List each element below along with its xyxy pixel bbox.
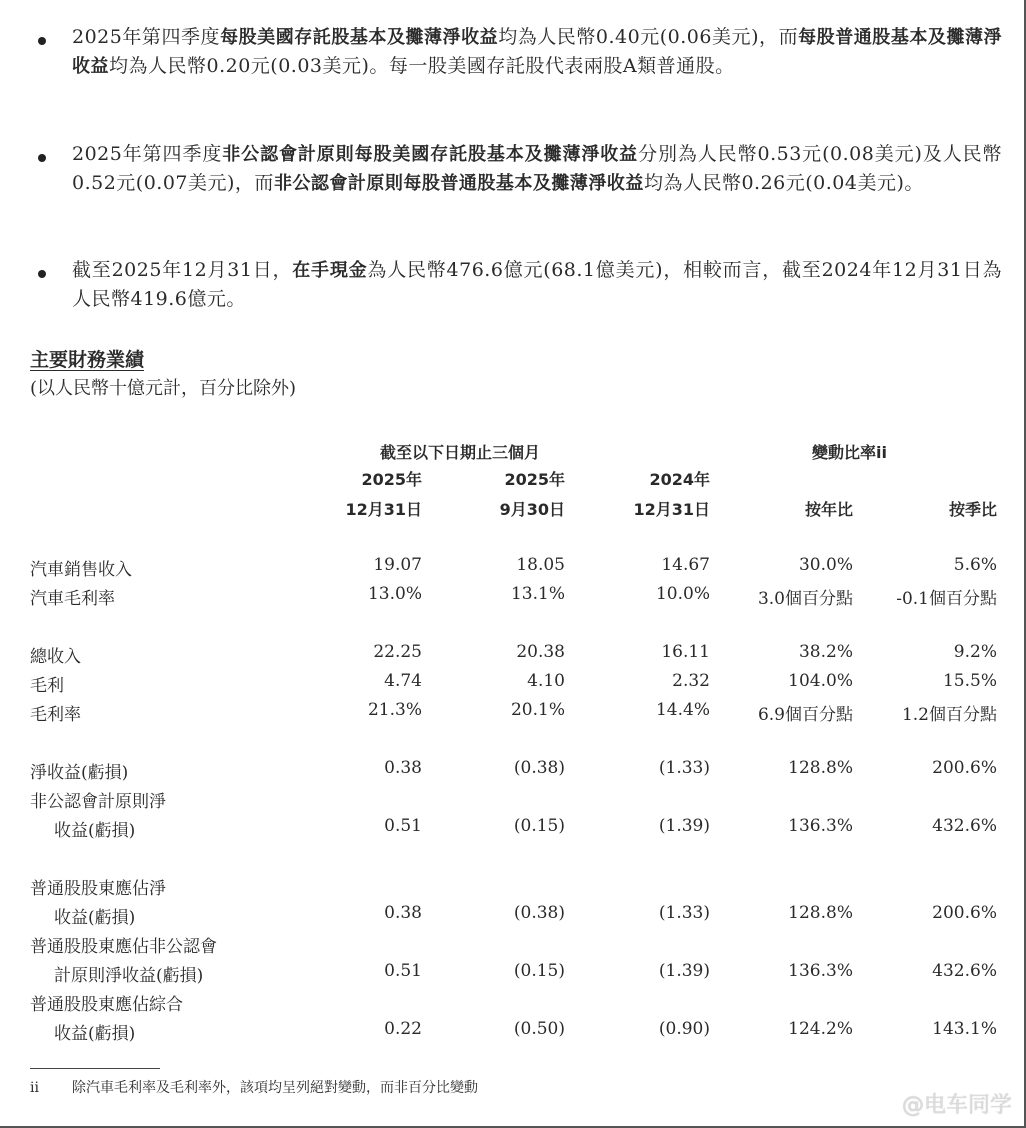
table-cell: 0.38 bbox=[384, 758, 422, 778]
text-segment: 截至2025年12月31日， bbox=[72, 259, 293, 281]
footnote bbox=[30, 1077, 478, 1097]
text-segment: 2025年第四季度 bbox=[72, 26, 221, 48]
text-segment: 均為人民幣0.26元(0.04美元)。 bbox=[643, 172, 924, 194]
table-cell: (0.38) bbox=[513, 903, 565, 923]
column-header: 2025年 bbox=[361, 470, 422, 489]
table-cell: 143.1% bbox=[932, 1019, 997, 1039]
table-cell: (1.39) bbox=[658, 816, 710, 836]
table-cell: (1.33) bbox=[658, 758, 710, 778]
table-row bbox=[0, 961, 1026, 989]
table-cell: 136.3% bbox=[788, 961, 853, 981]
row-label: 收益(虧損) bbox=[54, 908, 136, 928]
table-cell: 19.07 bbox=[373, 555, 422, 575]
table-cell: (0.15) bbox=[513, 961, 565, 981]
table-cell: 4.74 bbox=[384, 671, 422, 691]
row-label: 總收入 bbox=[30, 647, 81, 667]
table-row bbox=[0, 671, 1026, 699]
table-cell: 15.5% bbox=[942, 671, 997, 691]
column-header: 按季比 bbox=[948, 500, 997, 519]
table-cell: (0.15) bbox=[513, 816, 565, 836]
table-cell: 16.11 bbox=[661, 642, 710, 662]
table-row bbox=[0, 903, 1026, 931]
table-cell: (0.38) bbox=[513, 758, 565, 778]
row-label: 計原則淨收益(虧損) bbox=[54, 966, 204, 986]
table-cell: 3.0個百分點 bbox=[757, 589, 853, 609]
table-cell: 124.2% bbox=[788, 1019, 853, 1039]
table-cell: 21.3% bbox=[367, 700, 422, 720]
bold-term: 非公認會計原則每股普通股基本及攤薄淨收益 bbox=[273, 173, 644, 194]
footnote-text: 除汽車毛利率及毛利率外，該項均呈列絕對變動，而非百分比變動 bbox=[72, 1080, 478, 1096]
footnote-divider bbox=[30, 1068, 160, 1069]
table-cell: 128.8% bbox=[788, 903, 853, 923]
text-segment: 均為人民幣0.20元(0.03美元)。每一股美國存託股代表兩股A類普通股。 bbox=[109, 55, 735, 77]
table-cell: 5.6% bbox=[953, 555, 997, 575]
row-label: 普通股股東應佔淨 bbox=[30, 879, 166, 899]
table-cell: (1.33) bbox=[658, 903, 710, 923]
table-cell: (0.50) bbox=[513, 1019, 565, 1039]
column-header: 2025年 bbox=[504, 470, 565, 489]
column-header: 12月31日 bbox=[633, 500, 710, 519]
bullet-icon bbox=[38, 154, 46, 162]
table-cell: 9.2% bbox=[953, 642, 997, 662]
table-cell: 0.38 bbox=[384, 903, 422, 923]
table-row bbox=[0, 555, 1026, 583]
table-cell: 4.10 bbox=[527, 671, 565, 691]
table-cell: 200.6% bbox=[932, 903, 997, 923]
footnote-mark: ii bbox=[30, 1080, 39, 1096]
column-header: 按年比 bbox=[804, 500, 853, 519]
table-cell: 128.8% bbox=[788, 758, 853, 778]
table-cell: 104.0% bbox=[788, 671, 853, 691]
bold-term: 在手現金 bbox=[292, 260, 368, 281]
table-cell: 13.0% bbox=[367, 584, 422, 604]
table-row bbox=[0, 816, 1026, 844]
table-cell: 432.6% bbox=[932, 816, 997, 836]
table-cell: 2.32 bbox=[672, 671, 710, 691]
row-label: 收益(虧損) bbox=[54, 1024, 136, 1044]
row-label: 毛利率 bbox=[30, 705, 81, 725]
table-cell: 14.67 bbox=[661, 555, 710, 575]
table-row bbox=[0, 700, 1026, 728]
table-cell: 0.22 bbox=[384, 1019, 422, 1039]
bullet-paragraph-non-gaap-eps bbox=[72, 140, 1002, 198]
text-segment: 分別為人民幣0.53元(0.08美元)及人民幣0.52元(0.07美元)，而 bbox=[72, 143, 1003, 194]
bullet-icon bbox=[38, 37, 46, 45]
row-label: 汽車毛利率 bbox=[30, 589, 115, 609]
table-cell: 200.6% bbox=[932, 758, 997, 778]
table-row bbox=[0, 932, 1026, 960]
table-cell: 22.25 bbox=[373, 642, 422, 662]
table-cell: -0.1個百分點 bbox=[896, 589, 997, 609]
text-segment: 均為人民幣0.40元(0.06美元)，而 bbox=[498, 26, 799, 48]
section-subtitle: (以人民幣十億元計，百分比除外) bbox=[30, 378, 297, 399]
table-row bbox=[0, 990, 1026, 1018]
table-cell: 30.0% bbox=[798, 555, 853, 575]
table-cell: (0.90) bbox=[658, 1019, 710, 1039]
section-title: 主要財務業績 bbox=[30, 349, 145, 371]
bold-term: 每股美國存託股基本及攤薄淨收益 bbox=[220, 27, 499, 48]
bullet-icon bbox=[38, 270, 46, 278]
table-cell: 0.51 bbox=[384, 961, 422, 981]
row-label: 淨收益(虧損) bbox=[30, 763, 129, 783]
bold-term: 每股普通股基本及攤薄淨收益 bbox=[72, 27, 1003, 77]
table-cell: 20.1% bbox=[510, 700, 565, 720]
row-label: 汽車銷售收入 bbox=[30, 560, 132, 580]
bullet-paragraph-cash bbox=[72, 256, 1002, 314]
table-cell: 136.3% bbox=[788, 816, 853, 836]
table-row bbox=[0, 787, 1026, 815]
table-cell: 20.38 bbox=[516, 642, 565, 662]
table-row bbox=[0, 584, 1026, 612]
table-cell: 10.0% bbox=[655, 584, 710, 604]
header-period-group: 截至以下日期止三個月 bbox=[380, 443, 541, 462]
table-cell: 13.1% bbox=[510, 584, 565, 604]
row-label: 普通股股東應佔綜合 bbox=[30, 995, 183, 1015]
bold-term: 非公認會計原則每股美國存託股基本及攤薄淨收益 bbox=[222, 144, 639, 165]
table-cell: 432.6% bbox=[932, 961, 997, 981]
watermark: @电车同学 bbox=[901, 1093, 1012, 1118]
column-header: 12月31日 bbox=[345, 500, 422, 519]
table-row bbox=[0, 758, 1026, 786]
table-cell: 38.2% bbox=[798, 642, 853, 662]
row-label: 非公認會計原則淨 bbox=[30, 792, 166, 812]
row-label: 毛利 bbox=[30, 676, 64, 696]
table-row bbox=[0, 874, 1026, 902]
table-cell: 6.9個百分點 bbox=[757, 705, 853, 725]
bullet-paragraph-eps bbox=[72, 23, 1002, 81]
table-row bbox=[0, 1019, 1026, 1047]
text-segment: 為人民幣476.6億元(68.1億美元)，相較而言，截至2024年12月31日為人民幣419.6億元。 bbox=[72, 259, 1003, 310]
table-row bbox=[0, 642, 1026, 670]
table-cell: 0.51 bbox=[384, 816, 422, 836]
table-cell: 18.05 bbox=[516, 555, 565, 575]
table-cell: (1.39) bbox=[658, 961, 710, 981]
text-segment: 2025年第四季度 bbox=[72, 143, 223, 165]
table-cell: 14.4% bbox=[655, 700, 710, 720]
row-label: 收益(虧損) bbox=[54, 821, 136, 841]
header-change-group: 變動比率ii bbox=[812, 443, 887, 462]
row-label: 普通股股東應佔非公認會 bbox=[30, 937, 217, 957]
table-cell: 1.2個百分點 bbox=[901, 705, 997, 725]
column-header: 2024年 bbox=[649, 470, 710, 489]
column-header: 9月30日 bbox=[499, 500, 565, 519]
